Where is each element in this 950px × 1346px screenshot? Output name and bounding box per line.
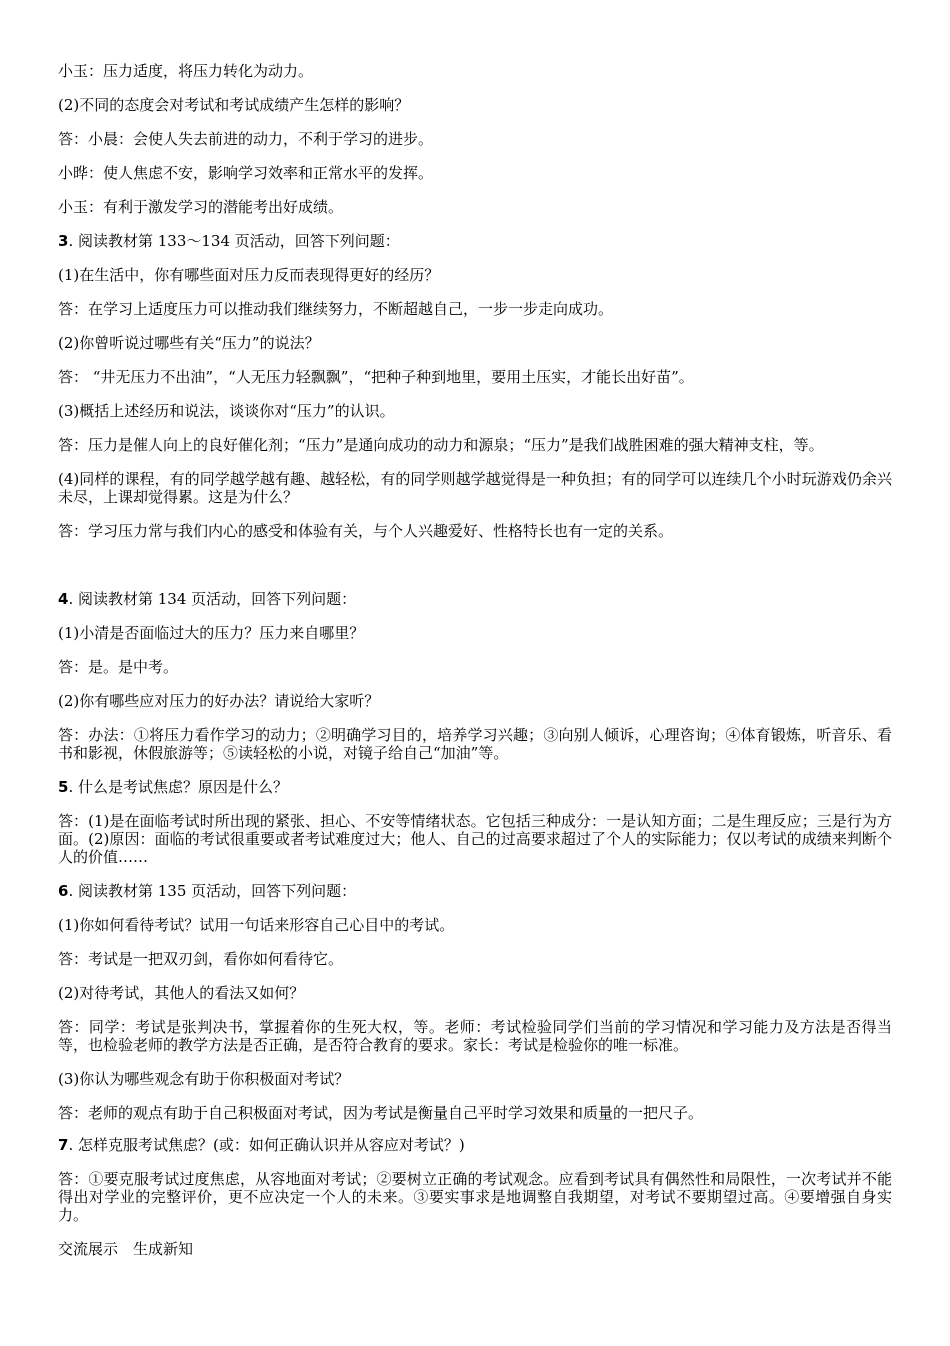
answer-line: 答：在学习上适度压力可以推动我们继续努力，不断超越自己，一步一步走向成功。 [58,300,614,318]
section-title: . 怎样克服考试焦虑？(或：如何正确认识并从容应对考试？) [68,1136,465,1154]
answer-line: 答：①要克服考试过度焦虑，从容地面对考试；②要树立正确的考试观念。应看到考试具有偶然性和局限性，一次考试并不能得出对学业的完整评价，更不应决定一个人的未来。③要实事求是地调整自我期望，对考试不要期望过高。④要增强自身实力。 [58,1170,892,1224]
question-line: (2)对待考试，其他人的看法又如何？ [58,984,305,1002]
section-heading-7 [58,1136,892,1154]
document-page [58,62,892,1274]
answer-line: 答：学习压力常与我们内心的感受和体验有关，与个人兴趣爱好、性格特长也有一定的关系。 [58,522,674,540]
answer-line: 答：是。是中考。 [58,658,179,676]
answer-line: 答：(1)是在面临考试时所出现的紧张、担心、不安等情绪状态。它包括三种成分：一是认知方面；二是生理反应；三是行为方面。(2)原因：面临的考试很重要或者考试难度过大；他人、自己的过高要求超过了个人的实际能力；仅以考试的成绩来判断个人的价值…… [58,812,892,866]
question-line: (1)在生活中，你有哪些面对压力反而表现得更好的经历？ [58,266,440,284]
answer-line: 答：同学：考试是张判决书，掌握着你的生死大权，等。老师：考试检验同学们当前的学习情况和学习能力及方法是否得当等，也检验老师的教学方法是否正确，是否符合教育的要求。家长：考试是检验你的唯一标准。 [58,1018,892,1054]
section-title: . 什么是考试焦虑？原因是什么？ [68,778,288,796]
section-title: . 阅读教材第 135 页活动，回答下列问题： [68,882,357,900]
question-line: (1)你如何看待考试？试用一句话来形容自己心目中的考试。 [58,916,455,934]
section-number: 7 [58,1136,69,1154]
question-line: (2)你曾听说过哪些有关“压力”的说法？ [58,334,320,352]
question-line: (3)概括上述经历和说法，谈谈你对“压力”的认识。 [58,402,395,420]
section-title: . 阅读教材第 133～134 页活动，回答下列问题： [68,232,400,250]
footer-label: 交流展示 生成新知 [58,1240,194,1258]
answer-line: 小晔：使人焦虑不安，影响学习效率和正常水平的发挥。 [58,164,434,182]
question-line: (3)你认为哪些观念有助于你积极面对考试？ [58,1070,350,1088]
section-heading-6 [58,882,892,900]
answer-line: 答：压力是催人向上的良好催化剂；“压力”是通向成功的动力和源泉；“压力”是我们战胜困难的强大精神支柱，等。 [58,436,824,454]
question-line: (2)你有哪些应对压力的好办法？请说给大家听？ [58,692,380,710]
answer-line: 答： “井无压力不出油”，“人无压力轻飘飘”，“把种子种到地里，要用土压实，才能长出好苗”。 [58,368,694,386]
question-line: (2)不同的态度会对考试和考试成绩产生怎样的影响？ [58,96,410,114]
section-number: 6 [58,882,69,900]
section-number: 4 [58,590,69,608]
section-number: 3 [58,232,69,250]
section-number: 5 [58,778,69,796]
answer-line: 答：小晨：会使人失去前进的动力，不利于学习的进步。 [58,130,434,148]
spacer [58,556,892,590]
question-line: (1)小清是否面临过大的压力？压力来自哪里？ [58,624,365,642]
answer-line: 答：办法：①将压力看作学习的动力；②明确学习目的，培养学习兴趣；③向别人倾诉，心理咨询；④体育锻炼，听音乐、看书和影视，休假旅游等；⑤读轻松的小说，对镜子给自己“加油”等。 [58,726,892,762]
answer-line: 小玉：压力适度，将压力转化为动力。 [58,62,314,80]
answer-line: 答：老师的观点有助于自己积极面对考试，因为考试是衡量自己平时学习效果和质量的一把尺子。 [58,1104,704,1122]
section-heading-5 [58,778,892,796]
answer-line: 小玉：有利于激发学习的潜能考出好成绩。 [58,198,344,216]
question-line: (4)同样的课程，有的同学越学越有趣、越轻松，有的同学则越学越觉得是一种负担；有的同学可以连续几个小时玩游戏仍余兴未尽，上课却觉得累。这是为什么？ [58,470,892,506]
section-title: . 阅读教材第 134 页活动，回答下列问题： [68,590,357,608]
section-heading-3 [58,232,892,250]
answer-line: 答：考试是一把双刃剑，看你如何看待它。 [58,950,344,968]
section-heading-4 [58,590,892,608]
